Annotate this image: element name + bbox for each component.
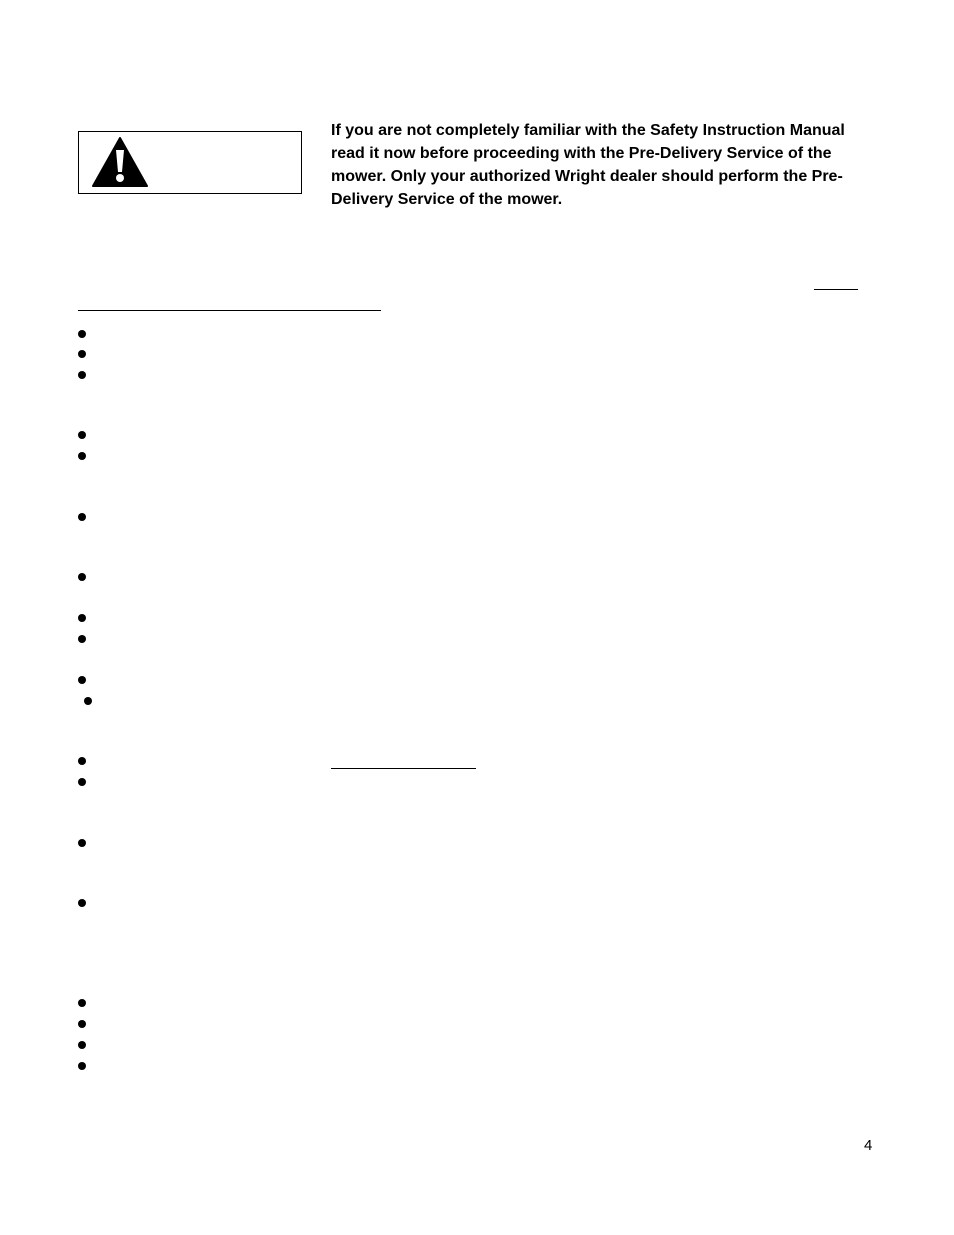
bullet-marker	[78, 573, 86, 581]
bullet-marker	[78, 839, 86, 847]
underline-rule	[814, 289, 858, 290]
bullet-marker	[78, 899, 86, 907]
bullet-marker	[84, 697, 92, 705]
bullet-marker	[78, 371, 86, 379]
bullet-marker	[78, 614, 86, 622]
bullet-marker	[78, 635, 86, 643]
page-number: 4	[864, 1137, 873, 1154]
bullet-marker	[78, 330, 86, 338]
bullet-marker	[78, 350, 86, 358]
bullet-marker	[78, 1020, 86, 1028]
bullet-marker	[78, 513, 86, 521]
bullet-marker	[78, 778, 86, 786]
bullet-marker	[78, 1041, 86, 1049]
bullet-marker	[78, 676, 86, 684]
bullet-marker	[78, 452, 86, 460]
bullet-marker	[78, 431, 86, 439]
bullet-marker	[78, 757, 86, 765]
warning-triangle-icon	[91, 136, 149, 188]
bullet-marker	[78, 1062, 86, 1070]
underline-rule	[78, 310, 381, 311]
safety-warning-text: If you are not completely familiar with the Safety Instruction Manual read it now before proceeding with the Pre-Delivery Service of the mower. Only your authorized Wright dealer should perform the Pre-Delivery Service of the mower.	[331, 122, 845, 208]
warning-label-box	[78, 131, 302, 194]
bullet-marker	[78, 999, 86, 1007]
underline-rule	[331, 768, 476, 769]
